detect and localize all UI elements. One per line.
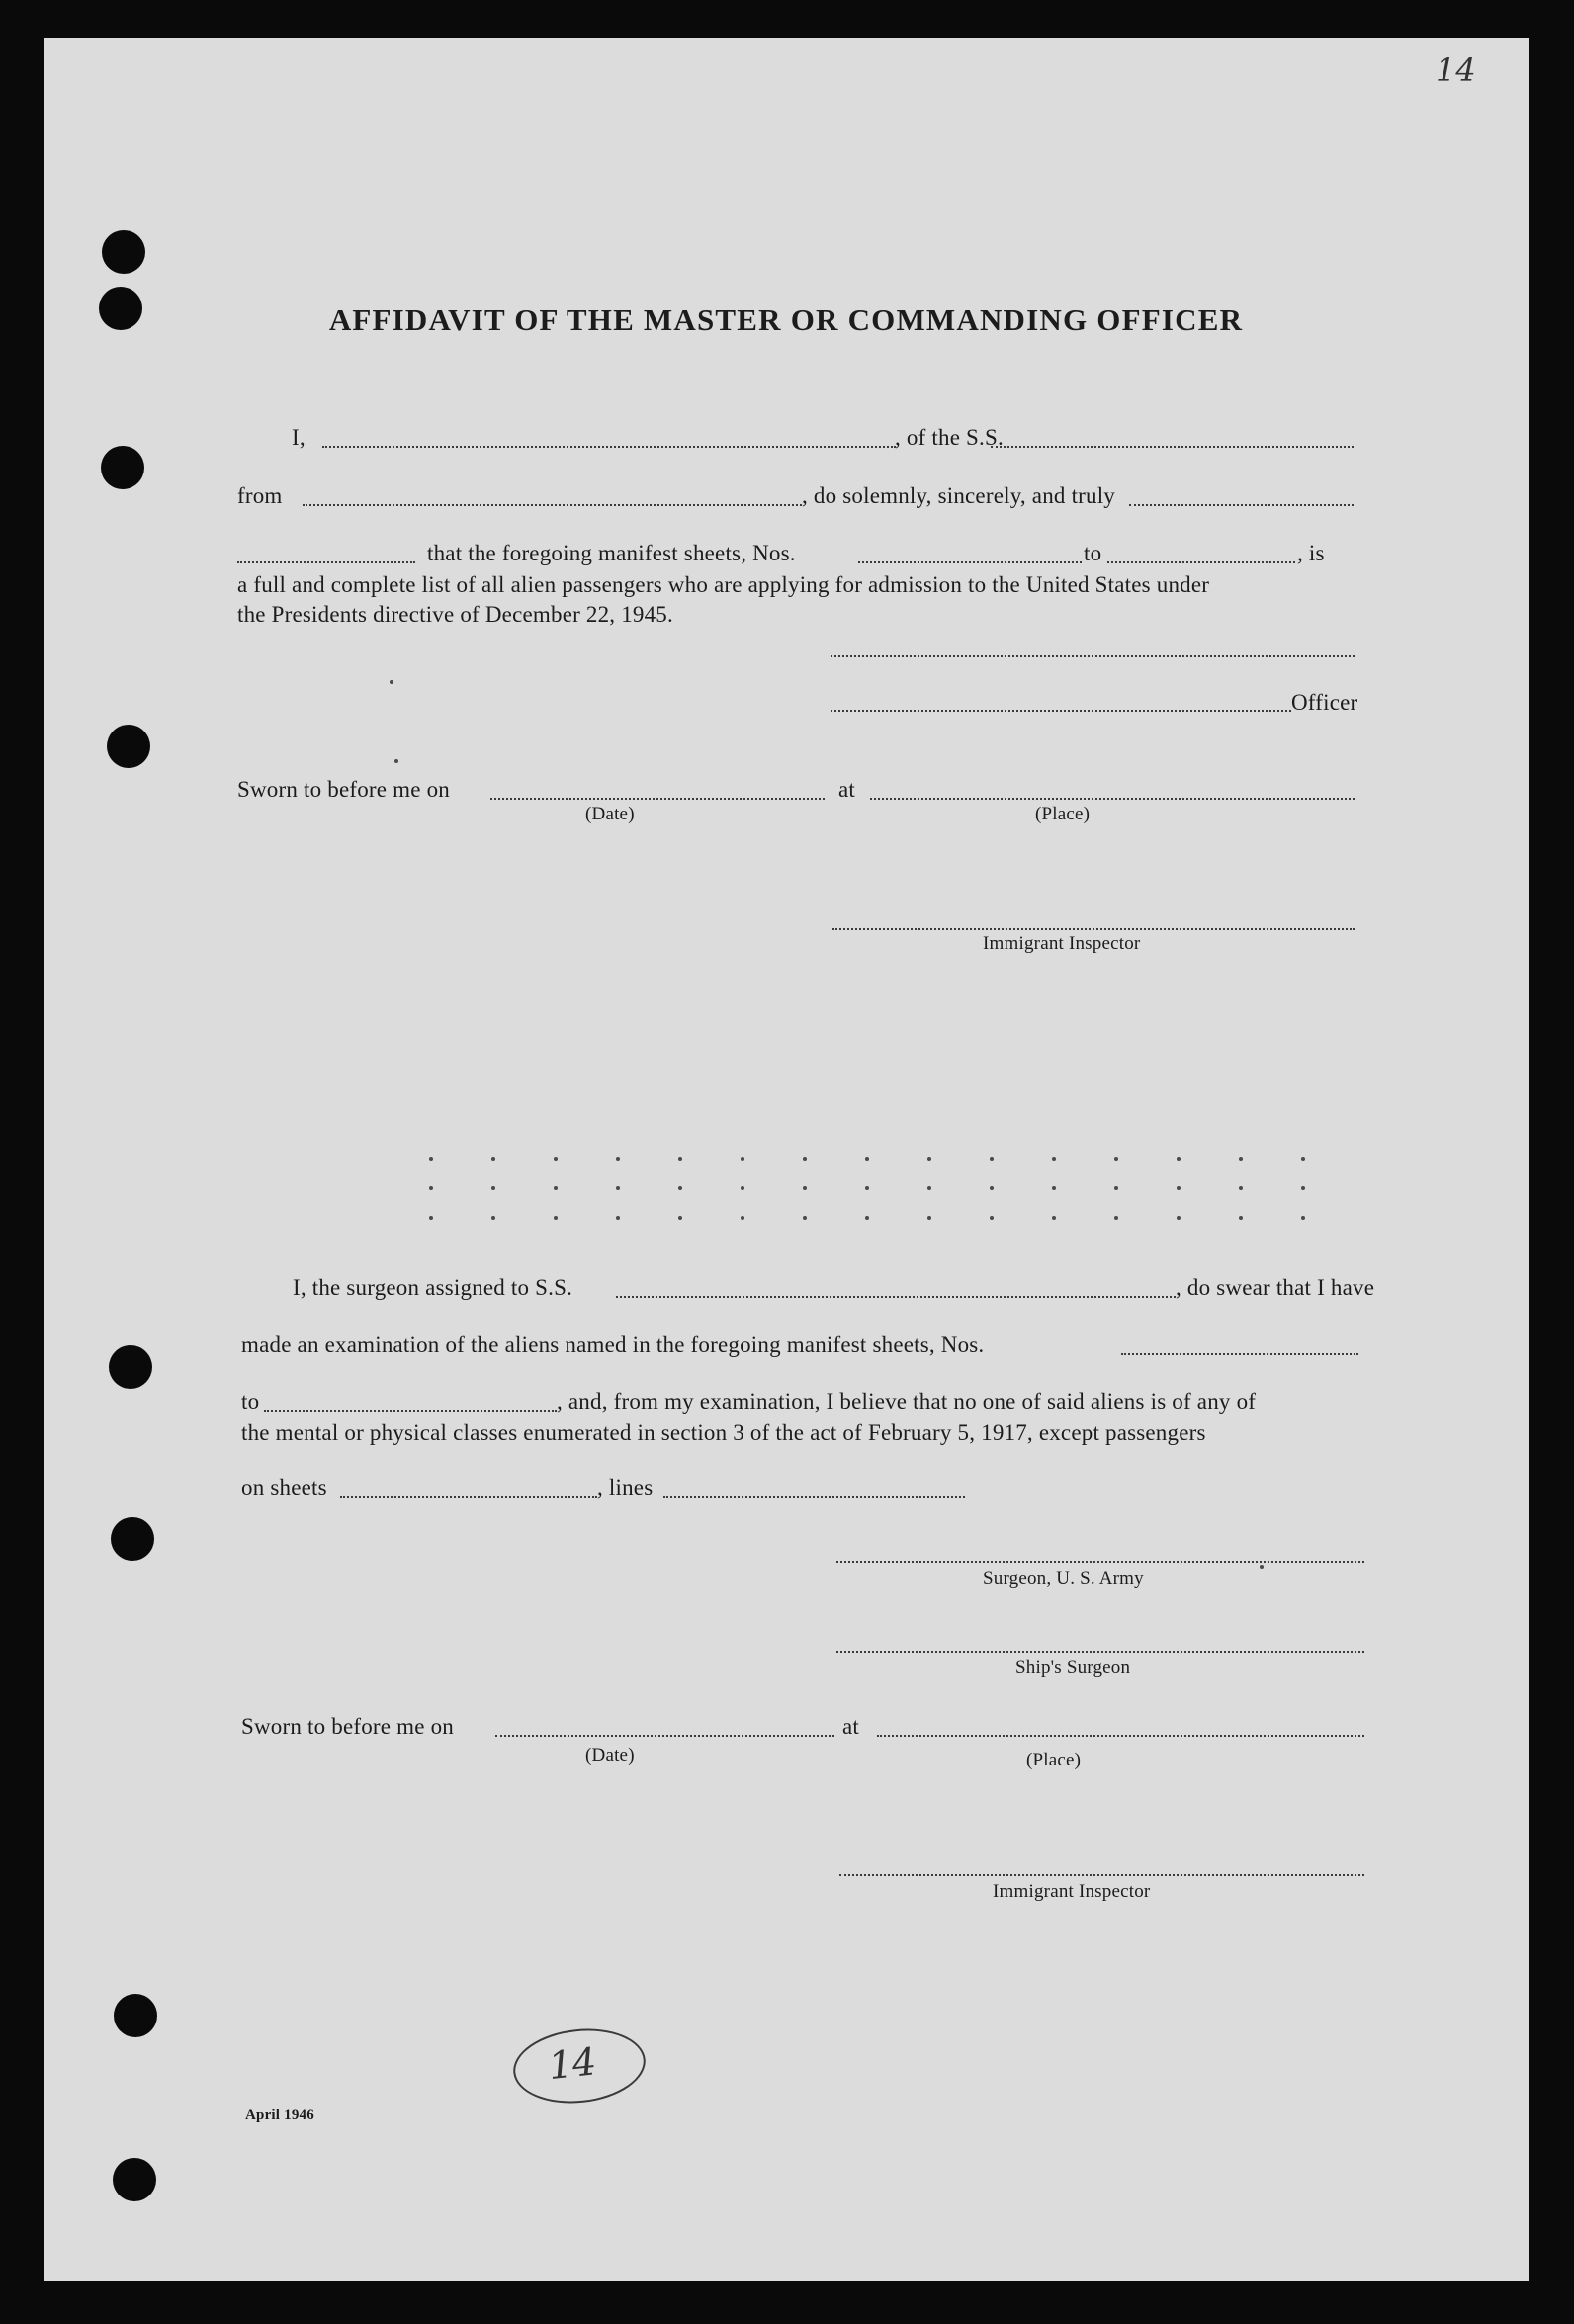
master-sworn-label: Sworn to before me on: [237, 777, 450, 802]
master-i-label: I,: [292, 425, 306, 450]
separator-dot: [741, 1216, 744, 1220]
master-sworn-date-field[interactable]: [490, 798, 825, 800]
separator-dot: [803, 1186, 807, 1190]
surgeon-lines-label: , lines: [597, 1475, 654, 1500]
master-at-label: at: [838, 777, 855, 802]
separator-dot: [865, 1216, 869, 1220]
document-page: [44, 38, 1529, 2281]
separator-dot: [741, 1186, 744, 1190]
master-inspector-caption: Immigrant Inspector: [983, 933, 1141, 954]
surgeon-line3-rest: , and, from my examination, I believe that no one of said aliens is of any of: [557, 1389, 1257, 1414]
separator-dot: [678, 1216, 682, 1220]
surgeon-sworn-place-field[interactable]: [877, 1735, 1364, 1737]
master-from-label: from: [237, 483, 283, 508]
speck: [390, 680, 394, 684]
separator-dot: [865, 1157, 869, 1161]
master-from-field[interactable]: [303, 504, 802, 506]
separator-dot: [554, 1186, 558, 1190]
separator-dot: [927, 1186, 931, 1190]
separator-dot: [554, 1216, 558, 1220]
separator-dot: [990, 1216, 994, 1220]
separator-dot: [1239, 1157, 1243, 1161]
surgeon-lines-field[interactable]: [663, 1496, 965, 1498]
separator-dot: [803, 1216, 807, 1220]
corner-handwritten-mark: 14: [1436, 51, 1476, 89]
separator-dot: [491, 1186, 495, 1190]
master-that-label: that the foregoing manifest sheets, Nos.: [427, 541, 796, 565]
separator-dot: [1177, 1157, 1180, 1161]
master-date-caption: (Date): [585, 804, 635, 824]
separator-dot: [865, 1186, 869, 1190]
separator-dot: [990, 1186, 994, 1190]
master-place-caption: (Place): [1035, 804, 1091, 824]
master-paragraph-line2: the Presidents directive of December 22, 1945.: [237, 602, 673, 627]
separator-dot: [927, 1216, 931, 1220]
master-inspector-signature-field[interactable]: [832, 928, 1355, 930]
separator-dot: [678, 1157, 682, 1161]
binder-hole: [114, 1994, 157, 2037]
separator-dot: [491, 1216, 495, 1220]
separator-dot: [1177, 1216, 1180, 1220]
separator-dot: [554, 1157, 558, 1161]
master-to-label: to: [1084, 541, 1102, 565]
ship-surgeon-caption: Ship's Surgeon: [1015, 1657, 1131, 1678]
surgeon-line1-label: I, the surgeon assigned to S.S.: [293, 1275, 573, 1300]
surgeon-sheets-field[interactable]: [340, 1496, 597, 1498]
surgeon-sheets-label: on sheets: [241, 1475, 327, 1500]
surgeon-date-caption: (Date): [585, 1745, 635, 1765]
master-signature-field[interactable]: [831, 655, 1355, 657]
master-of-ss-label: , of the S.S.: [895, 425, 1004, 450]
separator-dot: [990, 1157, 994, 1161]
surgeon-inspector-signature-field[interactable]: [839, 1874, 1364, 1876]
binder-hole: [102, 230, 145, 274]
master-officer-title-field[interactable]: [831, 710, 1291, 712]
army-surgeon-signature-field[interactable]: [836, 1561, 1364, 1563]
surgeon-sworn-date-field[interactable]: [495, 1735, 834, 1737]
separator-dot: [616, 1157, 620, 1161]
surgeon-nos-from-field[interactable]: [1121, 1353, 1358, 1355]
surgeon-line2-label: made an examination of the aliens named in the foregoing manifest sheets, Nos.: [241, 1333, 985, 1357]
separator-dot: [616, 1186, 620, 1190]
binder-hole: [111, 1517, 154, 1561]
separator-dot: [1114, 1157, 1118, 1161]
separator-dot: [616, 1216, 620, 1220]
separator-dot: [491, 1157, 495, 1161]
separator-dot: [741, 1157, 744, 1161]
binder-hole: [107, 725, 150, 768]
separator-dot: [1052, 1186, 1056, 1190]
surgeon-ship-field[interactable]: [616, 1296, 1176, 1298]
separator-dot: [1114, 1216, 1118, 1220]
master-oath-field-2[interactable]: [237, 561, 415, 563]
handwritten-page-number: 14: [546, 2039, 599, 2089]
separator-dot: [1114, 1186, 1118, 1190]
surgeon-line4: the mental or physical classes enumerated in section 3 of the act of February 5, 1917, except passengers: [241, 1420, 1206, 1445]
separator-dot: [803, 1157, 807, 1161]
surgeon-line1-end: , do swear that I have: [1176, 1275, 1375, 1300]
separator-dot: [1301, 1157, 1305, 1161]
surgeon-inspector-caption: Immigrant Inspector: [993, 1881, 1151, 1902]
master-is-label: , is: [1297, 541, 1325, 565]
separator-dot: [1239, 1216, 1243, 1220]
binder-hole: [113, 2158, 156, 2201]
binder-hole: [109, 1345, 152, 1389]
speck: [394, 759, 398, 763]
separator-dot: [927, 1157, 931, 1161]
surgeon-to-label: to: [241, 1389, 260, 1414]
army-surgeon-caption: Surgeon, U. S. Army: [983, 1568, 1144, 1589]
separator-dot: [429, 1157, 433, 1161]
master-oath-field[interactable]: [1129, 504, 1354, 506]
footer-date: April 1946: [245, 2108, 314, 2123]
master-nos-from-field[interactable]: [858, 561, 1082, 563]
surgeon-nos-to-field[interactable]: [264, 1410, 557, 1412]
surgeon-sworn-label: Sworn to before me on: [241, 1714, 454, 1739]
separator-dot: [1052, 1216, 1056, 1220]
binder-hole: [101, 446, 144, 489]
separator-dot: [1052, 1157, 1056, 1161]
separator-dot: [1239, 1186, 1243, 1190]
handwritten-page-oval: [509, 2023, 649, 2109]
separator-dot: [429, 1216, 433, 1220]
master-name-field[interactable]: [322, 446, 896, 448]
speck: [1260, 1565, 1264, 1569]
page-title: AFFIDAVIT OF THE MASTER OR COMMANDING OFFICER: [328, 302, 1244, 337]
ship-surgeon-signature-field[interactable]: [836, 1651, 1364, 1653]
master-paragraph-line1: a full and complete list of all alien passengers who are applying for admission to the United States under: [237, 572, 1210, 597]
master-solemnly-label: , do solemnly, sincerely, and truly: [802, 483, 1116, 508]
separator-dot: [429, 1186, 433, 1190]
separator-dot: [1177, 1186, 1180, 1190]
separator-dot: [1301, 1216, 1305, 1220]
officer-label: Officer: [1291, 690, 1358, 715]
master-sworn-place-field[interactable]: [870, 798, 1355, 800]
master-ship-field[interactable]: [991, 446, 1354, 448]
surgeon-at-label: at: [842, 1714, 859, 1739]
binder-hole: [99, 287, 142, 330]
surgeon-place-caption: (Place): [1026, 1750, 1082, 1770]
separator-dot: [678, 1186, 682, 1190]
master-nos-to-field[interactable]: [1107, 561, 1295, 563]
separator-dot: [1301, 1186, 1305, 1190]
